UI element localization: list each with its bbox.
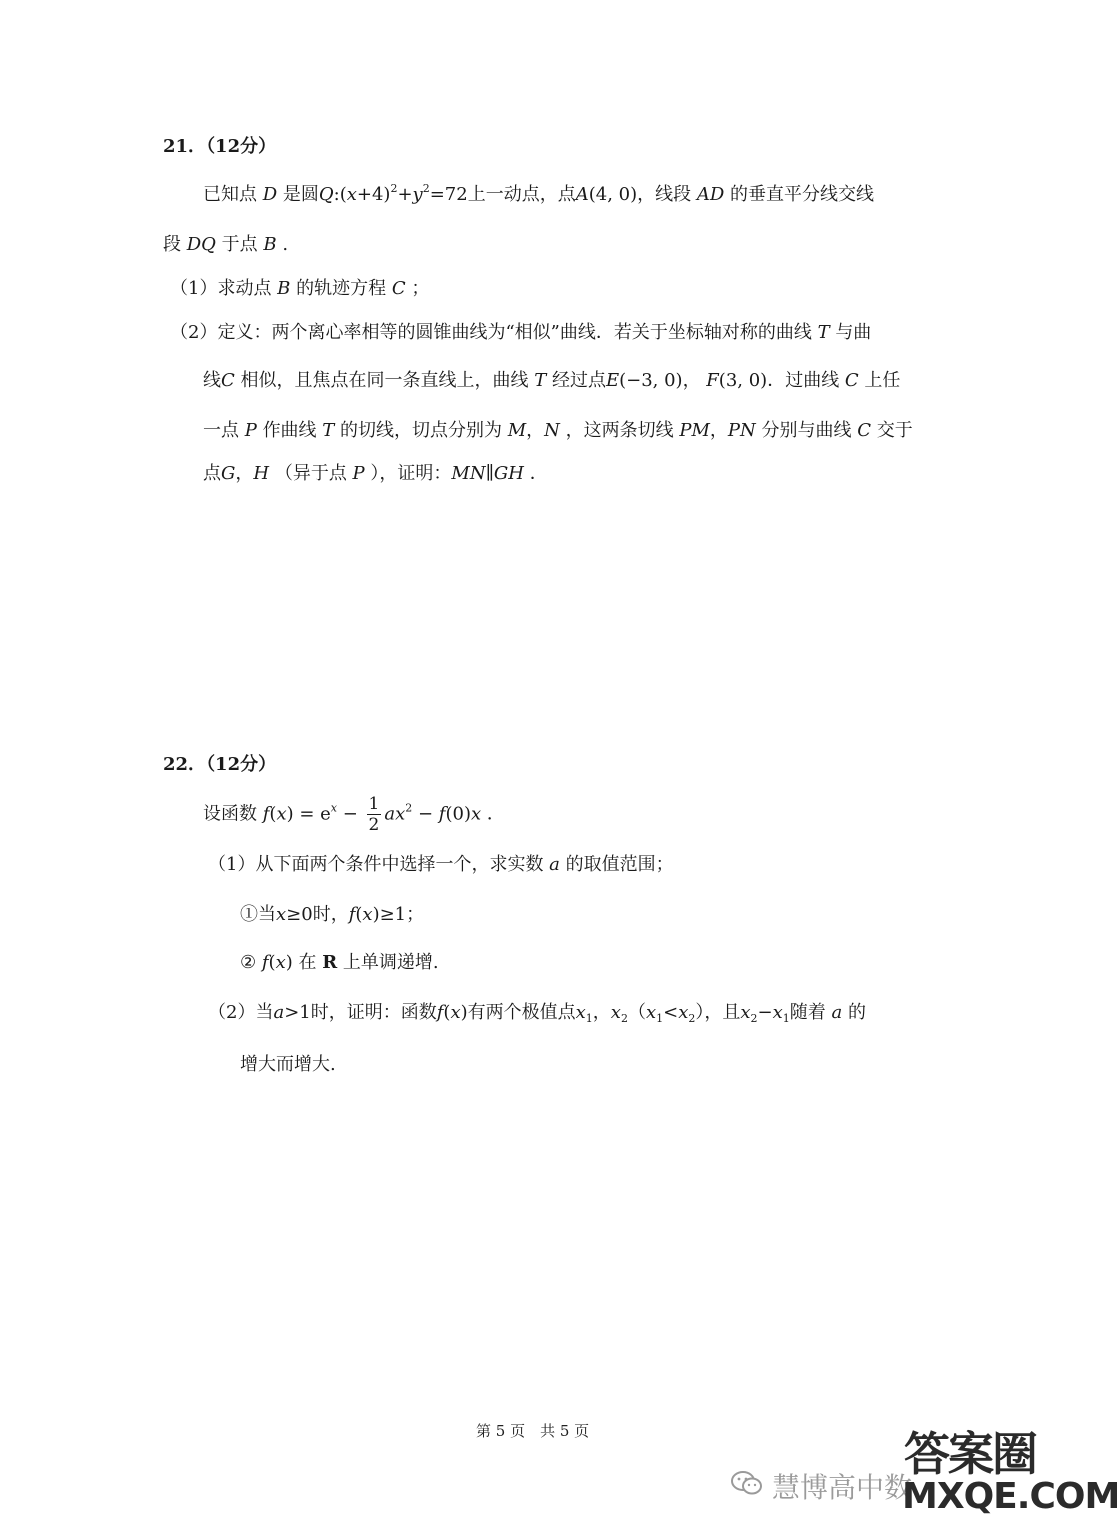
q21-part2-line2: 线C 相似，且焦点在同一条直线上，曲线 T 经过点E(−3, 0)， F(3, 0)．过曲线 C 上任 [203, 370, 901, 391]
q22-condition1: ①当x≥0时，f(x)≥1； [240, 904, 425, 925]
q21-part2-line3: 一点 P 作曲线 T 的切线，切点分别为 M，N ，这两条切线 PM，PN 分别与曲线 C 交于 [203, 420, 913, 441]
q22-points: （12分） [206, 754, 277, 775]
q21-stem-line1: 已知点 D 是圆$Q:(x+4)^2+y^2=72$上一动点，点A(4, 0)，线段 AD 的垂直平分线交线 [203, 182, 874, 205]
q21-part2-line4: 点G，H （异于点 P ），证明：MN∥GH ． [203, 463, 548, 484]
watermark-logo-cn: 答案圈 [904, 1427, 1036, 1481]
q21-points: （12分） [206, 136, 277, 157]
q22-part2-line1: （2）当a>1时，证明：函数f(x)有两个极值点$x_1$，$x_2(x_1<x_2)$，且$x_2-x_1$随着 a 的 [208, 1002, 866, 1025]
watermark-logo [898, 1418, 1119, 1526]
q22-part2-line2: 增大而增大. [240, 1054, 336, 1075]
page-footer: 第 5 页 共 5 页 [476, 1422, 590, 1440]
q21-header [163, 132, 276, 158]
q22-stem: 设函数 $f(x) = e^x$ − $\frac{1}{2}$ $ax^2 - f(0)x$ ． [203, 794, 505, 835]
q21-part1: （1）求动点 B 的轨迹方程 C ； [170, 278, 430, 299]
wechat-icon [730, 1470, 764, 1496]
q21-stem-line2: 段 DQ 于点 B . [163, 234, 289, 255]
q22-header [163, 750, 276, 776]
watermark-account: 慧博高中数 [772, 1471, 913, 1504]
watermark-logo-en: MXQE.COM [902, 1476, 1119, 1517]
q21-number: 21． [163, 136, 207, 157]
q22-condition2: ② f(x) 在 R 上单调递增. [240, 952, 439, 973]
fraction-one-half: $\frac{1}{2}$ [368, 794, 380, 835]
q21-part2-line1: （2）定义：两个离心率相等的圆锥曲线为“相似”曲线．若关于坐标轴对称的曲线 T 与曲 [170, 322, 872, 343]
q22-part1: （1）从下面两个条件中选择一个，求实数 a 的取值范围； [208, 854, 674, 875]
q22-number: 22． [163, 754, 207, 775]
